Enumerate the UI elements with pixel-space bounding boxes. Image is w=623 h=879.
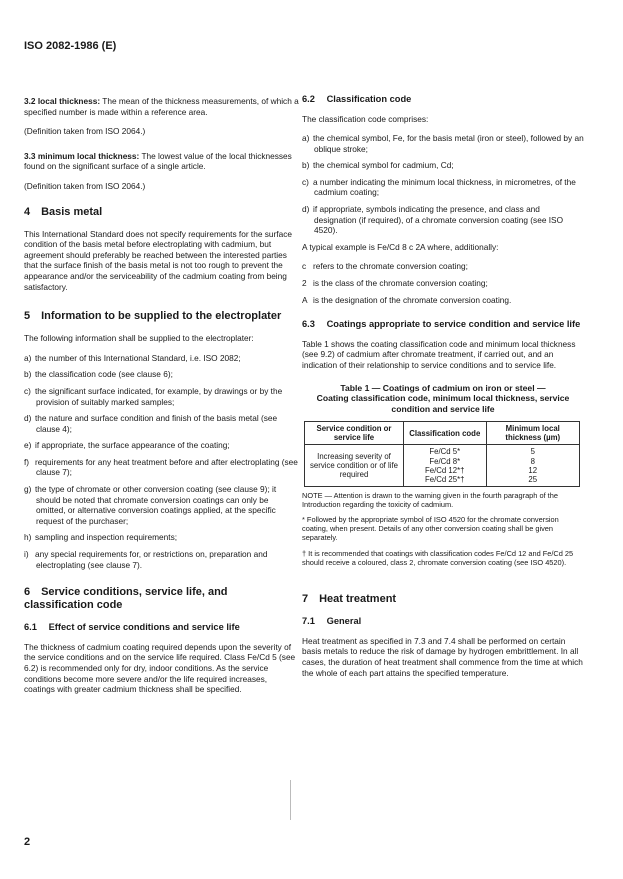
basis-metal-paragraph: This International Standard does not specify requirements for the surface condition of the basis metal before electroplating with cadmium, but agreement should preferably be reached between the interested parties that the surface finish of the basis metal is not too rough to prevent the appearance and/or the serviceability of the cadmium coating from being satisfactory. xyxy=(24,228,292,292)
service-condition-cell: Increasing severity of service condition or of life required xyxy=(305,445,404,487)
clause-3-3 xyxy=(24,151,299,172)
list-item xyxy=(302,204,584,236)
heading-number: 5 xyxy=(24,310,31,323)
page-number: 2 xyxy=(24,836,31,848)
list-item-label: c) xyxy=(302,176,309,187)
heading-service-conditions xyxy=(24,586,299,612)
list-item-label: c xyxy=(302,261,307,272)
list-item-text: requirements for any heat treatment before and after electroplating (see clause 7); xyxy=(35,456,298,478)
list-item-label: d) xyxy=(302,204,310,215)
header-minimum-thickness: Minimum local thickness (µm) xyxy=(486,422,580,445)
table-cell-value: 5 xyxy=(530,447,535,457)
coatings-paragraph: Table 1 shows the coating classification code and minimum local thickness (see 9.2) of cadmium after chromate treatment, if carried out, and an indication of their relationship to service conditions and to service life. xyxy=(302,338,576,370)
table-row xyxy=(305,445,580,487)
list-item-text: the significant surface indicated, for example, by drawings or by the provision of suitably marked samples; xyxy=(35,385,283,407)
document-id-header: ISO 2082-1986 (E) xyxy=(24,40,117,52)
classification-codes-cell xyxy=(404,445,487,487)
list-item-text: the chemical symbol for cadmium, Cd; xyxy=(313,160,454,171)
right-column xyxy=(302,94,584,687)
definition-source: (Definition taken from ISO 2064.) xyxy=(24,180,146,191)
heading-number: 7.1 xyxy=(302,616,315,627)
list-item xyxy=(302,160,584,171)
list-item-label: c) xyxy=(24,385,31,396)
list-item xyxy=(24,440,299,451)
table-cell-value: 25 xyxy=(528,475,538,485)
list-item-text: refers to the chromate conversion coating; xyxy=(313,261,468,272)
list-item-text: the number of this International Standard, i.e. ISO 2082; xyxy=(35,352,241,363)
list-item-text: if appropriate, the surface appearance of the coating; xyxy=(35,440,230,451)
table-cell-value: 8 xyxy=(530,456,535,466)
list-item-text: the classification code (see clause 6); xyxy=(35,369,173,380)
list-item-text: the type of chromate or other conversion coating (see clause 9); it should be noted that chromate conversion coatings can only be omitted, or alternative conversion coatings applied, at the specific request of the purchaser; xyxy=(35,484,277,526)
table-cell-value: Fe/Cd 8* xyxy=(429,456,461,466)
list-item-label: A xyxy=(302,294,308,305)
heat-treatment-paragraph: Heat treatment as specified in 7.3 and 7.4 shall be performed on certain basis metals to reduce the risk of damage by hydrogen embrittlement. In all cases, the duration of heat treatment shall commence from the time at which the whole of each part attains the specified temperature. xyxy=(302,635,583,678)
term-minimum-local-thickness: minimum local thickness: xyxy=(37,150,140,161)
classification-list xyxy=(302,133,584,236)
table-caption xyxy=(302,383,584,415)
list-item xyxy=(302,133,584,154)
list-item xyxy=(24,369,299,380)
list-item xyxy=(24,457,299,478)
header-service-condition: Service condition or service life xyxy=(305,422,404,445)
list-item xyxy=(302,261,584,272)
list-item-text: is the designation of the chromate conversion coating. xyxy=(313,294,512,305)
table-cell-value: 12 xyxy=(528,465,538,475)
list-item-text: if appropriate, symbols indicating the presence, and class and designation (if required), of a chromate conversion coating (see ISO 4520). xyxy=(313,204,564,236)
classification-intro: The classification code comprises: xyxy=(302,113,429,124)
clause-number: 3.3 xyxy=(24,150,36,161)
table-cell-value: Fe/Cd 25*† xyxy=(425,475,465,485)
table-caption-line: Coating classification code, minimum local thickness, service condition and service life xyxy=(316,393,570,414)
heading-text: Basis metal xyxy=(41,205,103,218)
table-note: NOTE — Attention is drawn to the warning given in the fourth paragraph of the Introduction regarding the toxicity of cadmium. xyxy=(302,491,558,510)
heading-number: 7 xyxy=(302,593,309,606)
list-item xyxy=(24,413,299,434)
heading-number: 6.2 xyxy=(302,94,315,104)
left-column xyxy=(24,96,299,704)
heading-text: Heat treatment xyxy=(319,593,397,606)
list-item-label: e) xyxy=(24,440,32,451)
heading-text: General xyxy=(326,616,362,627)
table-header-row xyxy=(305,422,580,445)
list-item-label: a) xyxy=(24,352,32,363)
list-item-label: d) xyxy=(24,413,32,424)
definition-text: The lowest value of the local thicknesses found on the significant surface of a single article. xyxy=(24,150,292,172)
list-item xyxy=(302,295,584,306)
list-item-text: any special requirements for, or restrictions on, preparation and electroplating (see clause 7). xyxy=(35,549,268,570)
list-item-label: b) xyxy=(24,369,32,380)
heading-number: 4 xyxy=(24,205,31,218)
column-divider xyxy=(290,780,291,820)
list-item xyxy=(24,549,299,570)
list-item xyxy=(302,177,584,198)
definition-text: The mean of the thickness measurements, of which a specified number is made within a reference area. xyxy=(24,96,299,117)
table-caption-line: Table 1 — Coatings of cadmium on iron or steel — xyxy=(340,382,546,393)
information-list xyxy=(24,353,299,571)
list-item xyxy=(24,353,299,364)
heading-basis-metal xyxy=(24,206,299,219)
heading-coatings-appropriate xyxy=(302,319,584,331)
list-item-label: g) xyxy=(24,484,32,495)
classification-example: A typical example is Fe/Cd 8 c 2A where, additionally: xyxy=(302,241,499,252)
clause-3-2 xyxy=(24,96,299,117)
list-item-text: is the class of the chromate conversion coating; xyxy=(313,278,488,289)
list-item-label: b) xyxy=(302,160,310,171)
heading-text: Effect of service conditions and service life xyxy=(48,622,240,633)
heading-information-to-be-supplied xyxy=(24,310,299,323)
list-item xyxy=(24,484,299,526)
list-item-label: f) xyxy=(24,456,30,467)
heading-effect-of-service-conditions xyxy=(24,622,299,634)
heading-general xyxy=(302,616,584,628)
information-intro: The following information shall be supplied to the electroplater: xyxy=(24,333,254,344)
list-item-text: a number indicating the minimum local thickness, in micrometres, of the cadmium coating; xyxy=(313,176,576,198)
heading-number: 6.3 xyxy=(302,319,315,330)
heading-number: 6 xyxy=(24,586,31,599)
heading-text: Classification code xyxy=(326,94,412,104)
heading-text: Service conditions, service life, and classification code xyxy=(24,586,228,612)
heading-heat-treatment xyxy=(302,593,584,606)
example-list xyxy=(302,261,584,305)
thickness-values-cell xyxy=(486,445,580,487)
clause-number: 3.2 xyxy=(24,96,36,106)
table-footnote-dagger: † It is recommended that coatings with classification codes Fe/Cd 12 and Fe/Cd 25 should receive a coloured, class 2, chromate conversion coating (see ISO 4520). xyxy=(302,549,574,568)
list-item-label: a) xyxy=(302,133,310,144)
list-item-text: sampling and inspection requirements; xyxy=(35,532,178,543)
table-cell-value: Fe/Cd 12*† xyxy=(425,465,465,475)
list-item-text: the chemical symbol, Fe, for the basis metal (iron or steel), followed by an oblique stroke; xyxy=(313,133,584,154)
list-item-text: the nature and surface condition and finish of the basis metal (see clause 4); xyxy=(35,413,278,434)
list-item-label: h) xyxy=(24,532,32,543)
list-item-label: 2 xyxy=(302,278,307,289)
list-item xyxy=(24,532,299,543)
list-item-label: i) xyxy=(24,549,29,560)
heading-number: 6.1 xyxy=(24,622,37,633)
coatings-table xyxy=(304,421,580,487)
heading-classification-code xyxy=(302,94,584,106)
list-item xyxy=(302,278,584,289)
effect-paragraph: The thickness of cadmium coating required depends upon the severity of the service conditions and on the service life required. Class Fe/Cd 5 (see 6.2) is recommended only for dry, indoor conditions. As the service conditions become more severe and/or the life required increases, coatings with greater cadmium thickness shall be specified. xyxy=(24,641,296,695)
table-cell-value: Fe/Cd 5* xyxy=(429,447,461,457)
heading-text: Information to be supplied to the electroplater xyxy=(41,310,282,323)
heading-text: Coatings appropriate to service condition and service life xyxy=(326,319,581,330)
table-footnote-asterisk: * Followed by the appropriate symbol of ISO 4520 for the chromate conversion coating, when present. Details of any other conversion coating shall be given separately. xyxy=(302,515,559,543)
term-local-thickness: local thickness: xyxy=(37,96,101,106)
list-item xyxy=(24,386,299,407)
header-classification-code: Classification code xyxy=(404,422,487,445)
definition-source: (Definition taken from ISO 2064.) xyxy=(24,126,146,137)
